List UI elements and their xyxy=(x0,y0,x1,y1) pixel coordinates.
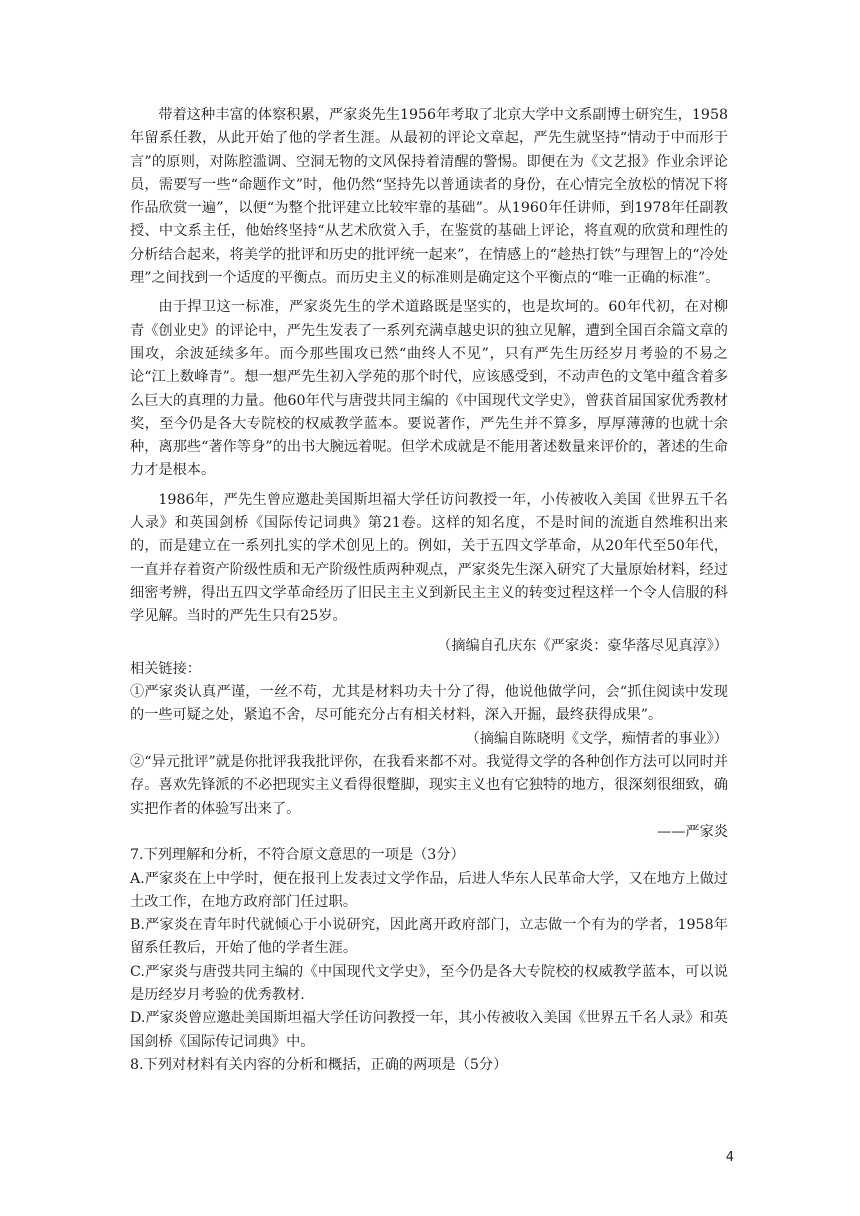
question-8: 8.下列对材料有关内容的分析和概括，正确的两项是（5分） xyxy=(130,1056,508,1073)
article-source: （摘编自孔庆东《严家炎：豪华落尽见真淳》） xyxy=(437,637,728,654)
article-paragraph-1: 带着这种丰富的体察积累，严家炎先生1956年考取了北京大学中文系副博士研究生，1958年留系任教，从此开始了他的学者生涯。从最初的评论文章起，严先生就坚持“情动于中而形于言”的原则，对陈腔滥调、空洞无物的文风保持着清醒的警惕。即便在为《文艺报》作业余评论员，需要写一些“命题作文”时，他仍然“坚持先以普通读者的身份，在心情完全放松的情况下将作品欣赏一遍”，以便“为整个批评建立比较牢靠的基础”。从1960年任讲师，到1978年任副教授、中文系主任，他始终坚持“从艺术欣赏入手，在鉴赏的基础上评论，将直观的欣赏和理性的分析结合起来，将美学的批评和历史的批评统一起来”，在情感上的“趁热打铁”与理智上的“冷处理”之间找到一个适度的平衡点。而历史主义的标准则是确定这个平衡点的“唯一正确的标准”。 xyxy=(130,107,728,287)
link-item-1: ①严家炎认真严谨，一丝不苟，尤其是材料功夫十分了得，他说他做学问，会“抓住阅读中发现的一些可疑之处，紧追不舍，尽可能充分占有相关材料，深入开掘，最终获得成果”。 xyxy=(130,684,728,724)
article-paragraph-2: 由于捍卫这一标准，严家炎先生的学术道路既是坚实的，也是坎坷的。60年代初，在对柳青《创业史》的评论中，严先生发表了一系列充满卓越史识的独立见解，遭到全国百余篇文章的围攻，余波延续多年。而今那些围攻已然“曲终人不见”，只有严先生历经岁月考验的不易之论“江上数峰青”。想一想严先生初入学苑的那个时代，应该感受到，不动声色的文笔中蕴含着多么巨大的真理的力量。他60年代与唐弢共同主编的《中国现代文学史》，曾获首届国家优秀教材奖，至今仍是各大专院校的权威教学蓝本。要说著作，严先生并不算多，厚厚薄薄的也就十余种，离那些“著作等身”的出书大腕远着呢。但学术成就是不能用著述数量来评价的，著述的生命力才是根本。 xyxy=(130,299,728,479)
page-number: 4 xyxy=(725,1150,734,1165)
question-7-option-a: A.严家炎在上中学时，便在报刊上发表过文学作品，后进人华东人民革命大学，又在地方上做过土改工作，在地方政府部门任过职。 xyxy=(130,870,728,910)
document-body xyxy=(130,104,728,1077)
question-7-option-b: B.严家炎在青年时代就倾心于小说研究，因此离开政府部门，立志做一个有为的学者，1958年留系任教后，开始了他的学者生涯。 xyxy=(130,917,728,957)
question-7-option-d: D.严家炎曾应邀赴美国斯坦福大学任访问教授一年，其小传被收入美国《世界五千名人录》和英国剑桥《国际传记词典》中。 xyxy=(130,1010,728,1050)
question-7-option-c: C.严家炎与唐弢共同主编的《中国现代文学史》，至今仍是各大专院校的权威教学蓝本，可以说是历经岁月考验的优秀教材. xyxy=(130,963,728,1003)
link-item-2: ②“异元批评”就是你批评我我批评你，在我看来都不对。我觉得文学的各种创作方法可以同时并存。喜欢先锋派的不必把现实主义看得很蹩脚，现实主义也有它独特的地方，很深刻很细致，确实把作者的体验写出来了。 xyxy=(130,754,728,817)
article-paragraph-3: 1986年，严先生曾应邀赴美国斯坦福大学任访问教授一年，小传被收入美国《世界五千名人录》和英国剑桥《国际传记词典》第21卷。这样的知名度，不是时间的流逝自然堆积出来的，而是建立在一系列扎实的学术创见上的。例如，关于五四文学革命，从20年代至50年代，一直并存着资产阶级性质和无产阶级性质两种观点，严家炎先生深入研究了大量原始材料，经过细密考辨，得出五四文学革命经历了旧民主主义到新民主主义的转变过程这样一个令人信服的科学见解。当时的严先生只有25岁。 xyxy=(130,491,728,625)
link-item-1-source: （摘编自陈晓明《文学，痴情者的事业》） xyxy=(465,730,728,747)
question-7: 7.下列理解和分析，不符合原文意思的一项是（3分） xyxy=(130,847,465,864)
links-heading: 相关链接： xyxy=(130,660,201,677)
link-item-2-source: ——严家炎 xyxy=(657,823,728,840)
